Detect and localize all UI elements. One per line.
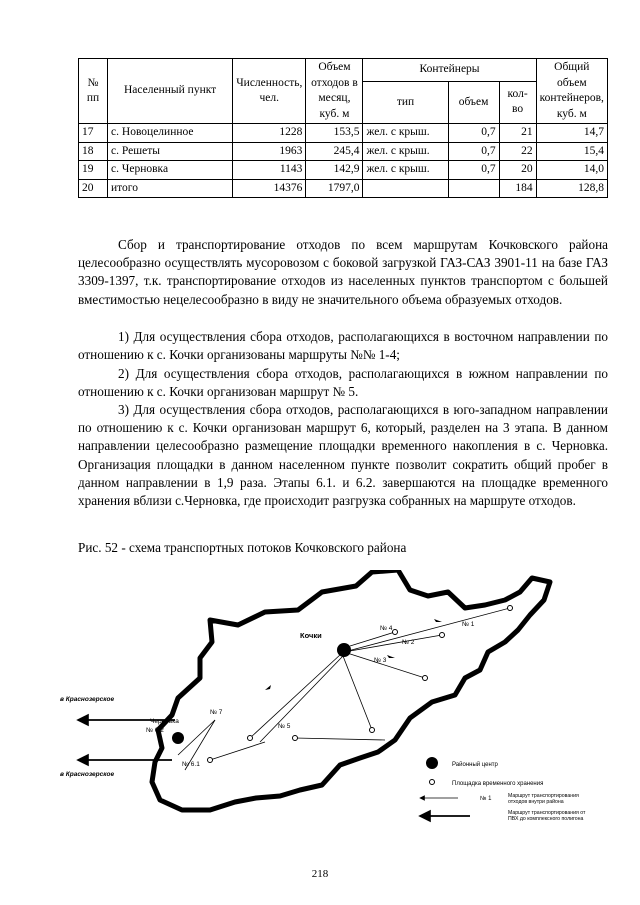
transport-scheme-map [60,570,620,840]
figure-caption: Рис. 52 - схема транспортных потоков Кочковского района [78,540,407,555]
svg-text:№ 1: № 1 [480,796,492,802]
col-no: № пп [79,59,108,124]
col-cvolume: объем [448,81,499,123]
table-row: 20 итого 14376 1797,0 184 128,8 [79,179,608,198]
label-route-4: № 4 [380,625,393,632]
label-route-1: № 1 [462,621,475,628]
map-legend [420,757,586,822]
svg-text:Площадка временного хранения: Площадка временного хранения [452,781,544,787]
label-chernovka: Черновка [150,718,179,725]
label-route-3: № 3 [374,657,387,664]
svg-text:Маршрут транспортирования: Маршрут транспортирования [508,793,579,799]
label-kochki: Кочки [300,631,322,640]
kochki-center-marker [337,643,351,657]
svg-text:отходов внутри района: отходов внутри района [508,799,564,805]
table-row: 17 с. Новоцелинное 1228 153,5 жел. с крыш. 0,7 21 14,7 [79,124,608,143]
col-type: тип [363,81,448,123]
col-volume: Объем отходов в месяц, куб. м [306,59,363,124]
svg-text:Районный центр: Районный центр [452,762,498,768]
col-locality: Населенный пункт [108,59,233,124]
col-containers: Контейнеры [363,59,536,82]
table-row: 18 с. Решеты 1963 245,4 жел. с крыш. 0,7 22 15,4 [79,142,608,161]
table-row: 19 с. Черновка 1143 142,9 жел. с крыш. 0,7 20 14,0 [79,161,608,180]
label-route-7: № 7 [210,709,223,716]
col-count: кол-во [499,81,536,123]
svg-text:ПВХ до комплексного полигона: ПВХ до комплексного полигона [508,816,584,822]
col-total: Общий объем контейнеров, куб. м [536,59,607,124]
chernovka-storage-marker [172,732,184,744]
label-krasnozersk-1: в Краснозерское [60,696,115,703]
paragraph-item-3: 3) Для осуществления сбора отходов, располагающихся в юго-западном направлении по отношению к с. Кочки организован маршрут 6, который, разделен на 3 этапа. В данном направлении целесообразно размещение площадки временного накопления в с. Черновка. Организация площадки в данном населенном пункте позволит сократить общий пробег в данном направлении в 1,9 раза. Этапы 6.1. и 6.2. завершаются на площадке временного хранения вблизи с.Черновка, где происходит разгрузка собранных на маршруте отходов. [78,402,608,509]
label-route-6-1: № 6.1 [182,761,200,768]
svg-text:Маршрут транспортирования от: Маршрут транспортирования от [508,810,586,816]
page-number: 218 [311,868,329,880]
paragraph-item-2: 2) Для осуществления сбора отходов, располагающихся в южном направлении по отношению к с. Кочки организован маршрут № 5. [78,366,608,400]
label-route-2: № 2 [402,639,415,646]
paragraph-item-1: 1) Для осуществления сбора отходов, располагающихся в восточном направлении по отношению к с. Кочки организованы маршруты №№ 1-4; [78,329,608,363]
label-route-5: № 5 [278,723,291,730]
col-population: Численность, чел. [233,59,306,124]
paragraph-intro: Сбор и транспортирование отходов по всем маршрутам Кочковского района целесообразно осуществлять мусоровозом с боковой загрузкой ГАЗ-САЗ 3901-11 на базе ГАЗ 3309-1397, т.к. транспортирование отходов из населенных пунктов транспортом с большей вместимостью нецелесообразно в виду не значительного объема образуемых отходов. [78,237,608,307]
waste-table [78,58,608,198]
label-route-6-2: № 6.2 [146,727,164,734]
label-krasnozersk-2: в Краснозерское [60,771,115,778]
district-boundary [152,570,550,810]
